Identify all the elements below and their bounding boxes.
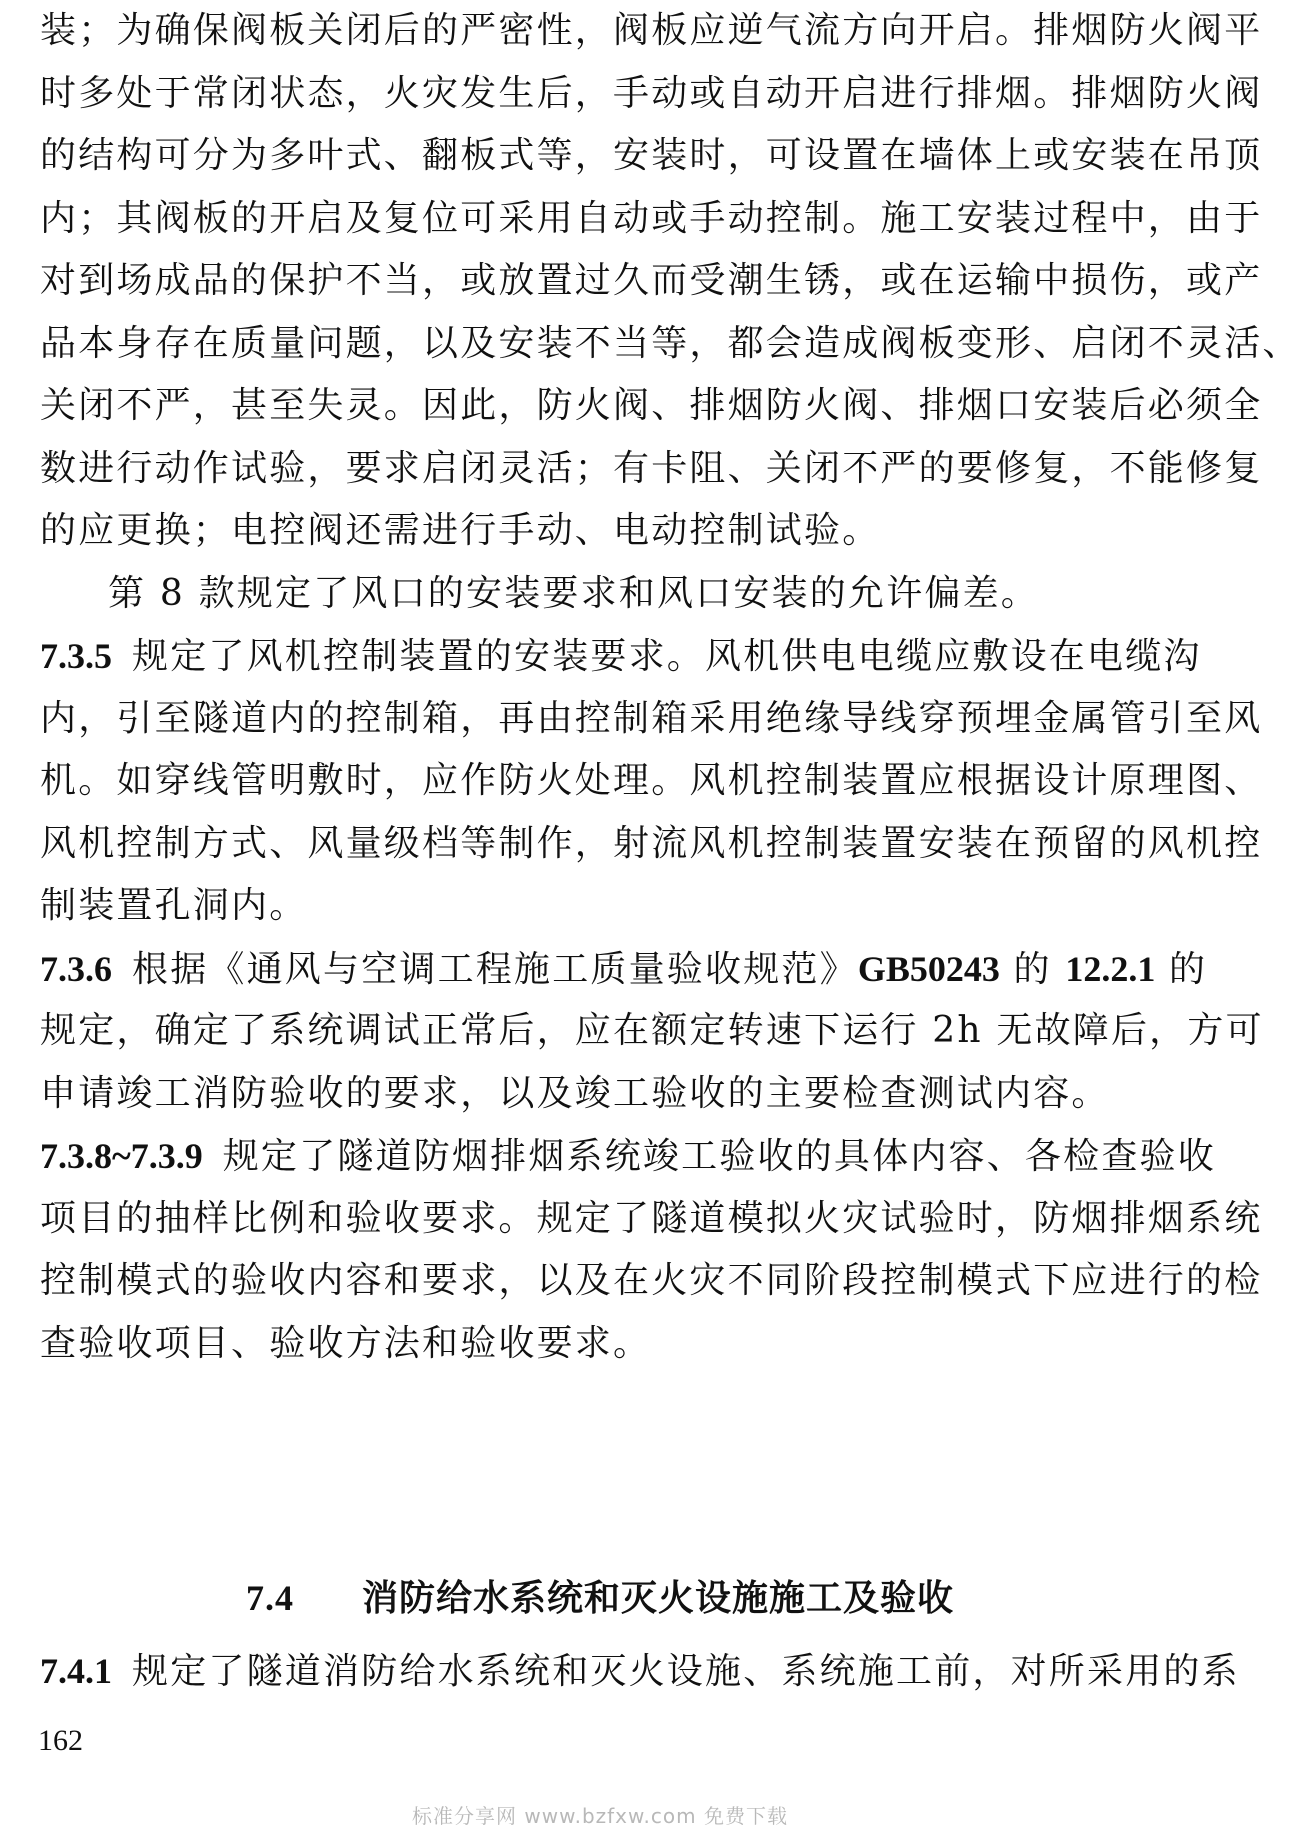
text-line: 内，引至隧道内的控制箱，再由控制箱采用绝缘导线穿预埋金属管引至风 — [40, 697, 1263, 739]
text-line: 数进行动作试验，要求启闭灵活；有卡阻、关闭不严的要修复，不能修复 — [40, 447, 1263, 489]
text-line: 的结构可分为多叶式、翻板式等，安装时，可设置在墙体上或安装在吊顶 — [40, 135, 1263, 176]
text-line: 时多处于常闭状态，火灾发生后，手动或自动开启进行排烟。排烟防火阀 — [40, 72, 1263, 114]
standard-code: GB50243 — [857, 948, 1000, 989]
clause-7-3-6-first-line — [40, 938, 1208, 1001]
text-line: 品本身存在质量问题，以及安装不当等，都会造成阀板变形、启闭不灵活、 — [40, 322, 1301, 364]
text-segment: 的 — [1155, 948, 1208, 990]
text-line: 规定了风机控制装置的安装要求。风机供电电缆应敷设在电缆沟 — [132, 636, 1202, 677]
watermark: 标准分享网 www.bzfxw.com 免费下载 — [412, 1804, 788, 1828]
page-number: 162 — [38, 1724, 83, 1757]
clause-number: 7.3.8~7.3.9 — [40, 1136, 203, 1176]
paragraph-fan-outlet: 第 8 款规定了风口的安装要求和风口安装的允许偏差。 — [108, 572, 1039, 614]
clause-7-3-8-first-line — [40, 1125, 1216, 1188]
clause-number: 7.3.6 — [40, 948, 112, 989]
text-line: 的应更换；电控阀还需进行手动、电动控制试验。 — [40, 510, 881, 551]
section-number: 7.4 — [245, 1578, 294, 1618]
clause-number: 7.3.5 — [40, 636, 112, 676]
text-line: 控制模式的验收内容和要求，以及在火灾不同阶段控制模式下应进行的检 — [40, 1260, 1263, 1301]
text-line: 制装置孔洞内。 — [40, 885, 308, 926]
text-line: 内；其阀板的开启及复位可采用自动或手动控制。施工安装过程中，由于 — [40, 197, 1263, 239]
text-line: 项目的抽样比例和验收要求。规定了隧道模拟火灾试验时，防烟排烟系统 — [40, 1197, 1263, 1239]
clause-7-3-5-first-line — [40, 625, 1202, 688]
text-line: 装；为确保阀板关闭后的严密性，阀板应逆气流方向开启。排烟防火阀平 — [40, 10, 1263, 51]
text-line: 规定了隧道消防给水系统和灭火设施、系统施工前，对所采用的系 — [132, 1651, 1240, 1692]
clause-number: 7.4.1 — [40, 1651, 112, 1691]
text-line: 对到场成品的保护不当，或放置过久而受潮生锈，或在运输中损伤，或产 — [40, 260, 1263, 301]
clause-7-4-1 — [40, 1640, 1240, 1704]
text-line: 风机控制方式、风量级档等制作，射流风机控制装置安装在预留的风机控 — [40, 822, 1263, 864]
section-heading — [0, 1570, 1200, 1621]
text-segment: 根据《通风与空调工程施工质量验收规范》 — [132, 948, 858, 990]
section-title: 消防给水系统和灭火设施施工及验收 — [361, 1578, 954, 1619]
body-text — [40, 0, 1301, 1375]
text-segment: 的 — [999, 948, 1066, 990]
text-line: 机。如穿线管明敷时，应作防火处理。风机控制装置应根据设计原理图、 — [40, 760, 1263, 801]
text-line: 规定，确定了系统调试正常后，应在额定转速下运行 2h 无故障后，方可 — [40, 1010, 1264, 1051]
text-line: 申请竣工消防验收的要求，以及竣工验收的主要检查测试内容。 — [40, 1072, 1110, 1114]
text-line: 关闭不严，甚至失灵。因此，防火阀、排烟防火阀、排烟口安装后必须全 — [40, 385, 1263, 426]
text-line: 规定了隧道防烟排烟系统竣工验收的具体内容、各检查验收 — [222, 1136, 1216, 1177]
text-line: 查验收项目、验收方法和验收要求。 — [40, 1322, 652, 1364]
clause-reference: 12.2.1 — [1065, 948, 1156, 989]
